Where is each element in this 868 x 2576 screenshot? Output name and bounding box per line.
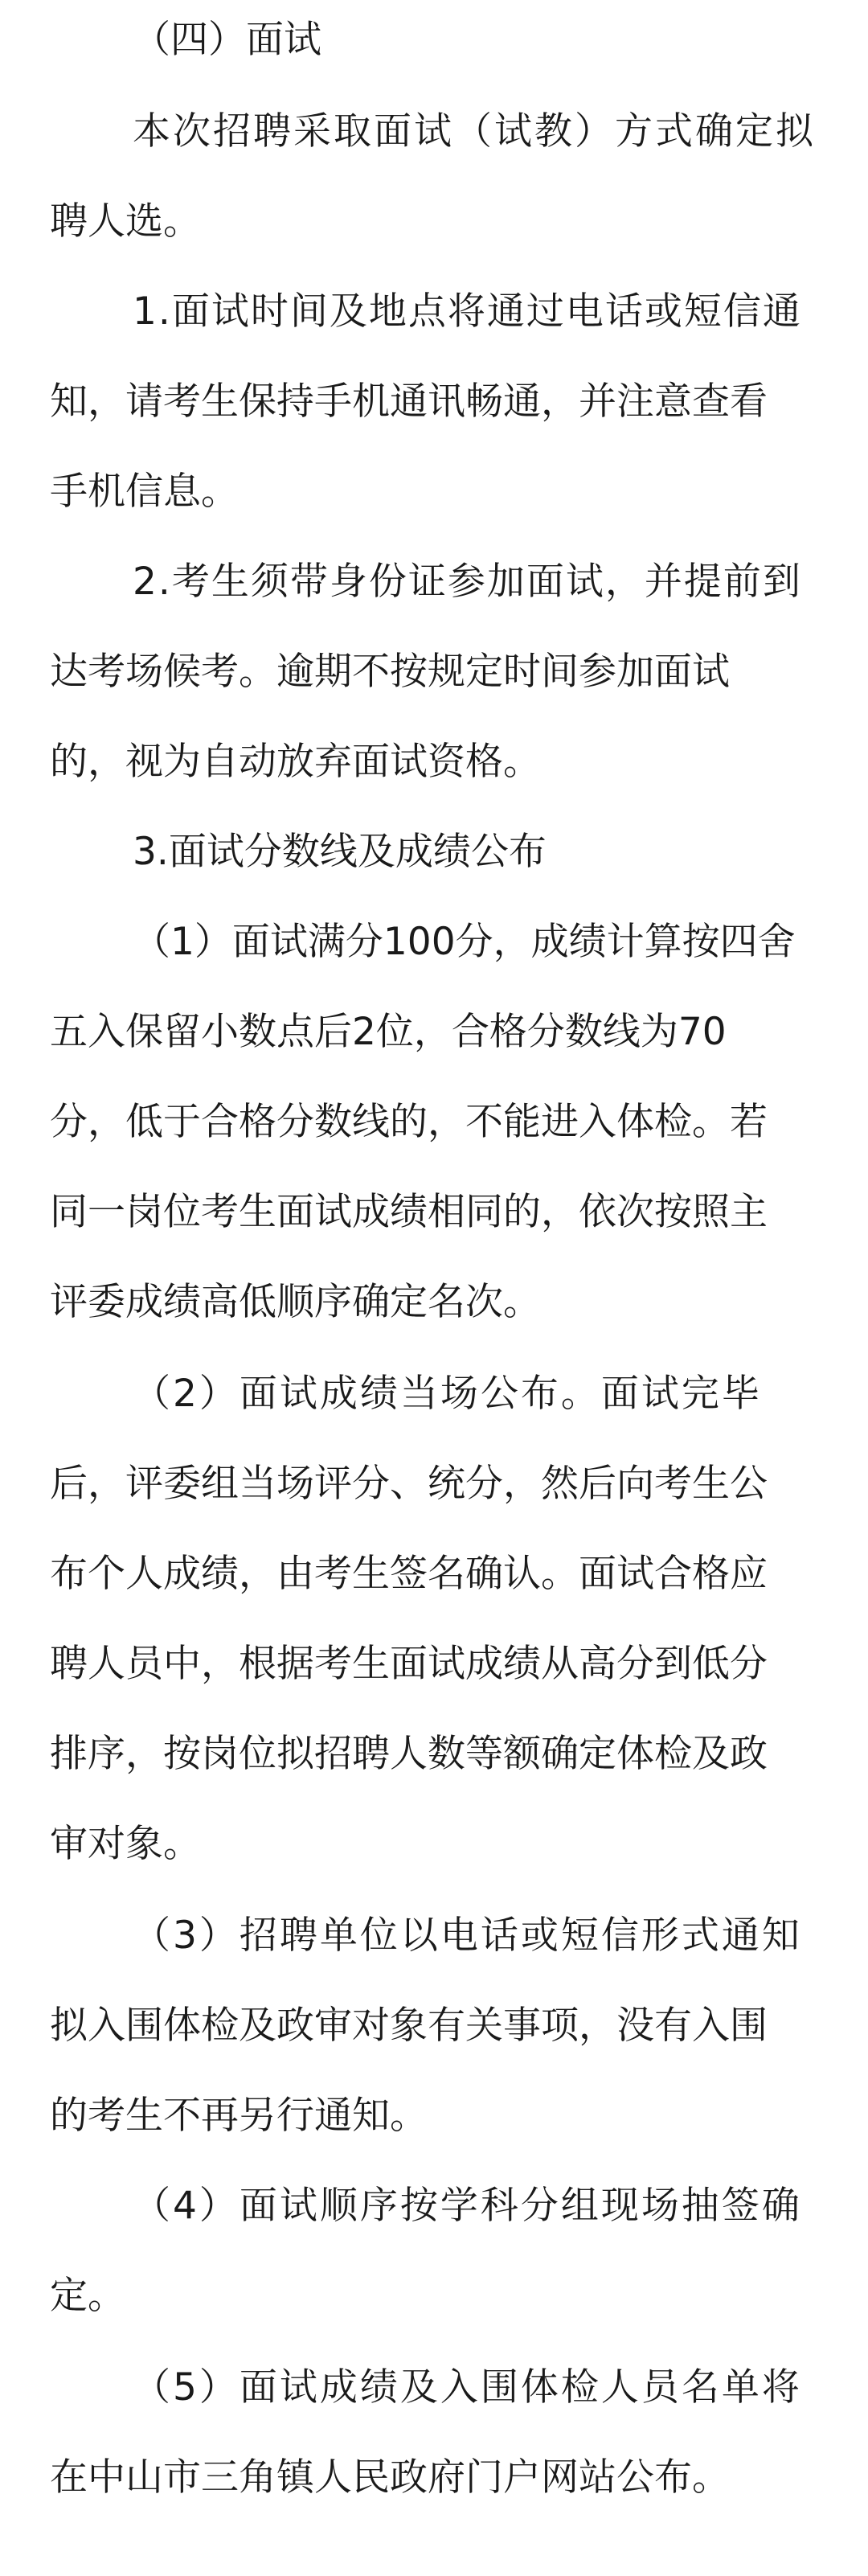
paragraph-line [50, 1000, 868, 1064]
paragraph-text: 布个人成绩，由考生签名确认。面试合格应 [50, 1552, 768, 1596]
paragraph-line [50, 370, 868, 434]
paragraph-text: 1.面试时间及地点将通过电话或短信通 [133, 289, 802, 334]
paragraph-text: 评委成绩高低顺序确定名次。 [50, 1280, 541, 1324]
paragraph-text: 知，请考生保持手机通讯畅通，并注意查看 [50, 379, 768, 424]
paragraph-line [50, 640, 868, 704]
paragraph-line [50, 2264, 868, 2328]
paragraph-line [133, 2174, 868, 2238]
paragraph-text: （3）招聘单位以电话或短信形式通知 [133, 1914, 802, 1958]
paragraph-text: 本次招聘采取面试（试教）方式确定拟 [133, 109, 816, 154]
paragraph-text: 2.考生须带身份证参加面试，并提前到 [133, 560, 802, 604]
paragraph-text: 的考生不再另行通知。 [50, 2094, 428, 2138]
paragraph-line [50, 1812, 868, 1877]
paragraph-line [50, 1180, 868, 1245]
paragraph-line [50, 460, 868, 524]
paragraph-line [50, 2446, 868, 2510]
paragraph-line [133, 280, 868, 344]
paragraph-text: 的，视为自动放弃面试资格。 [50, 740, 541, 784]
paragraph-text: （2）面试成绩当场公布。面试完毕 [133, 1372, 762, 1416]
paragraph-line [133, 1904, 868, 1968]
paragraph-text: 达考场候考。逾期不按规定时间参加面试 [50, 650, 730, 694]
paragraph-text: （4）面试顺序按学科分组现场抽签确 [133, 2184, 802, 2228]
paragraph-line [133, 820, 868, 884]
paragraph-line [133, 1362, 868, 1426]
paragraph-text: 后，评委组当场评分、统分，然后向考生公 [50, 1462, 768, 1506]
paragraph-line [50, 730, 868, 794]
paragraph-line [50, 2084, 868, 2148]
paragraph-line [50, 1994, 868, 2058]
section-heading [133, 8, 868, 72]
paragraph-text: 排序，按岗位拟招聘人数等额确定体检及政 [50, 1732, 768, 1776]
paragraph-line [50, 1090, 868, 1155]
paragraph-line [50, 1452, 868, 1516]
paragraph-line [50, 1722, 868, 1786]
heading-text: （四）面试 [133, 18, 321, 62]
paragraph-line [50, 1270, 868, 1335]
paragraph-text: 同一岗位考生面试成绩相同的，依次按照主 [50, 1190, 768, 1234]
paragraph-text: 聘人员中，根据考生面试成绩从高分到低分 [50, 1642, 768, 1686]
paragraph-line [133, 2356, 868, 2420]
paragraph-line [50, 1632, 868, 1696]
paragraph-text: 五入保留小数点后2位，合格分数线为70 [50, 1010, 727, 1054]
paragraph-line [50, 190, 868, 254]
paragraph-text: 在中山市三角镇人民政府门户网站公布。 [50, 2455, 730, 2500]
paragraph-line [133, 550, 868, 614]
paragraph-text: 审对象。 [50, 1822, 201, 1866]
paragraph-line [133, 910, 868, 974]
paragraph-text: （5）面试成绩及入围体检人员名单将 [133, 2365, 802, 2410]
paragraph-line [133, 100, 868, 164]
paragraph-text: 手机信息。 [50, 470, 239, 514]
paragraph-text: 分，低于合格分数线的，不能进入体检。若 [50, 1100, 768, 1144]
paragraph-text: 聘人选。 [50, 199, 201, 244]
paragraph-text: 3.面试分数线及成绩公布 [133, 830, 547, 874]
paragraph-text: （1）面试满分100分，成绩计算按四舍 [133, 920, 796, 964]
paragraph-text: 定。 [50, 2274, 125, 2318]
paragraph-line [50, 1542, 868, 1606]
paragraph-text: 拟入围体检及政审对象有关事项，没有入围 [50, 2004, 768, 2048]
